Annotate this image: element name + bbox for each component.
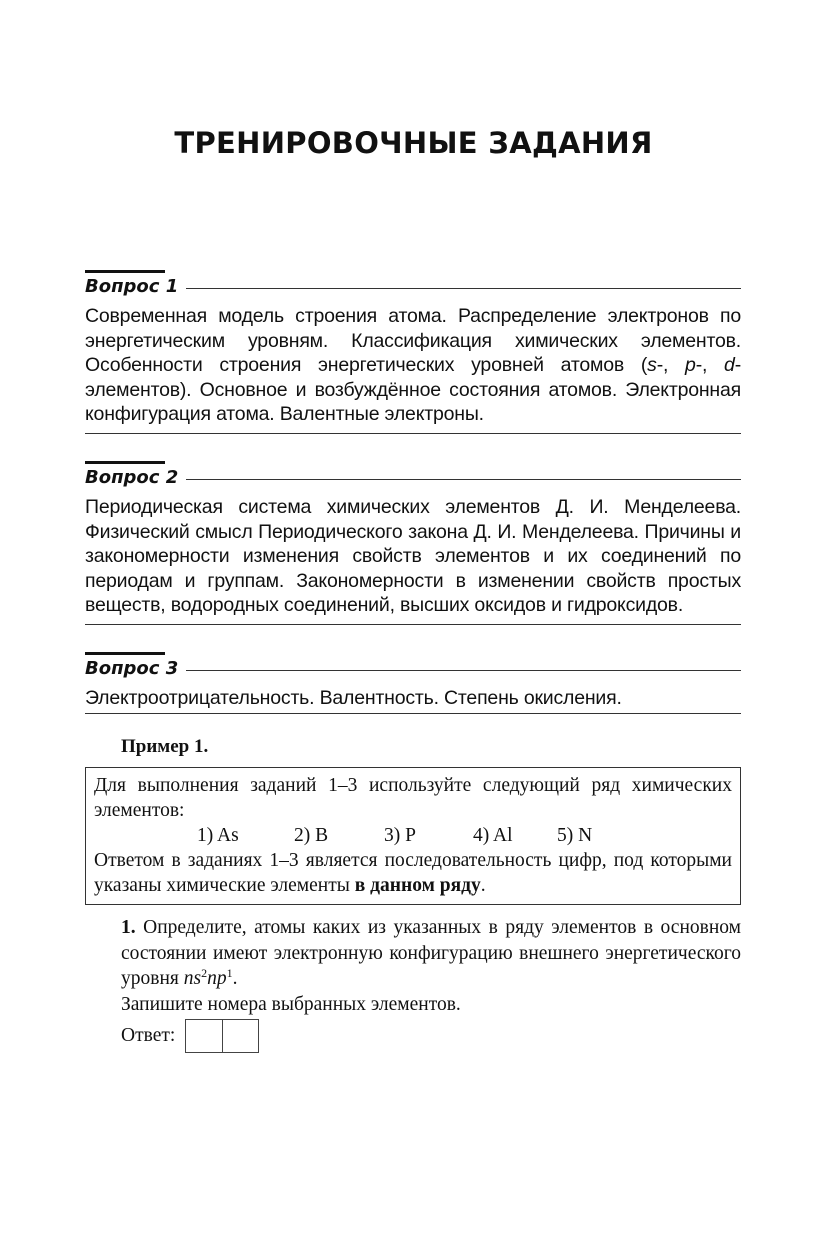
- answer-cells: [185, 1019, 259, 1053]
- bottom-rule: [85, 713, 741, 714]
- elements-list: [94, 823, 732, 848]
- question-3: [85, 652, 741, 716]
- heading-bar: [85, 461, 165, 464]
- element-item: 5) N: [557, 825, 593, 846]
- example-intro: Для выполнения заданий 1–3 используйте следующий ряд химических элементов:: [94, 775, 732, 821]
- element-item: 3) P: [384, 825, 416, 846]
- heading-rule: [186, 479, 741, 480]
- answer-label: Ответ:: [121, 1025, 176, 1046]
- question-text: Периодическая система химических элементов Д. И. Менделеева. Физический смысл Периодического закона Д. И. Менделеева. Причины и закономерности изменения свойств элементов и их соединений по периодам и группам. Закономерности в изменении свойств простых веществ, водородных соединений, высших оксидов и гидроксидов.: [85, 496, 741, 616]
- page-title: ТРЕНИРОВОЧНЫЕ ЗАДАНИЯ: [174, 126, 653, 160]
- answer-row: [121, 1019, 259, 1053]
- question-1: [85, 270, 741, 436]
- element-item: 1) As: [197, 825, 239, 846]
- heading-bar: [85, 652, 165, 655]
- answer-cell-2[interactable]: [222, 1020, 258, 1052]
- example-label: Пример 1.: [121, 736, 209, 757]
- task-1: [85, 915, 741, 1017]
- example-box: [85, 767, 741, 905]
- task-text: 1. Определите, атомы каких из указанных в ряду элементов в основном состоянии имеют электронную конфигурацию внешнего энергетического уровня $ns^2np^1$.: [121, 917, 741, 989]
- task-instruction: Запишите номера выбранных элементов.: [121, 993, 461, 1015]
- task-number: 1.: [121, 917, 136, 938]
- question-text: Современная модель строения атома. Распределение электронов по энергетическим уровням. Классификация химических элементов. Особенности строения энергетических уровней атомов (s-, p-, d-элементов). Основное и возбуждённое состояния атомов. Электронная конфигурация атома. Валентные электроны.: [85, 305, 741, 425]
- question-heading: Вопрос 3: [85, 658, 179, 679]
- element-item: 4) Al: [473, 825, 513, 846]
- question-heading: Вопрос 2: [85, 467, 179, 488]
- element-item: 2) B: [294, 825, 329, 846]
- bottom-rule: [85, 433, 741, 434]
- heading-rule: [186, 288, 741, 289]
- question-heading: Вопрос 1: [85, 276, 179, 297]
- bottom-rule: [85, 624, 741, 625]
- heading-bar: [85, 270, 165, 273]
- example-note: Ответом в заданиях 1–3 является последовательность цифр, под которыми указаны химические элементы в данном ряду.: [94, 850, 732, 896]
- question-2: [85, 461, 741, 627]
- question-text: Электроотрицательность. Валентность. Степень окисления.: [85, 687, 622, 709]
- heading-rule: [186, 670, 741, 671]
- answer-cell-1[interactable]: [186, 1020, 222, 1052]
